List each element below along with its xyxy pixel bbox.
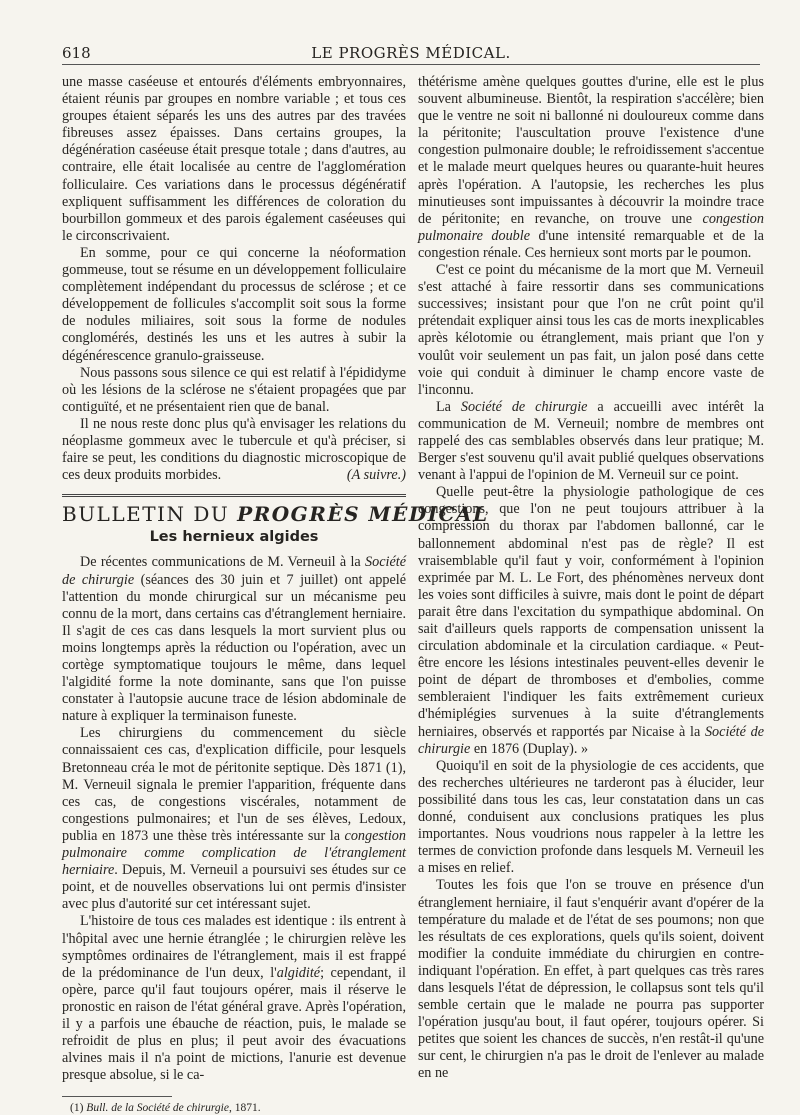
paragraph: La Société de chirurgie a accueilli avec intérêt la communication de M. Verneuil; nombre de membres ont rappelé des cas semblables observés dans leur pratique; M. Berger s'est souvenu qu'il avait publié quelques observations venant à l'appui de l'opinion de M. Verneuil sur ce point. xyxy=(418,398,764,484)
paragraph: Il ne nous reste donc plus qu'à envisager les relations du néoplasme gommeux avec le tubercule et qu'à préciser, si faire se peut, les conditions du diagnostic microscopique de ces deux produits morbides. xyxy=(62,415,406,484)
paragraph: Toutes les fois que l'on se trouve en présence d'un étranglement herniaire, il faut s'enquérir avant d'opérer de la température du malade et de l'état de ses poumons; non que les résultats de ces explorations, quels qu'ils soient, doivent modifier la conduite immédiate du chirurgien en contre-indiquant l'opération. En effet, à part quelques cas très rares dans lesquels l'état de dépression, le collapsus sont tels qu'il semble certain que le malade ne pourra pas supporter l'opération jusqu'au bout, il faut opérer, toujours opérer. Si petites que soient les chances de succès, n'en restât-il qu'une sur cent, le chirurgien n'a pas le droit de l'enlever au malade en ne xyxy=(418,877,764,1082)
section-rule xyxy=(62,494,406,497)
article-title: Les hernieux algides xyxy=(149,529,319,546)
running-title: LE PROGRÈS MÉDICAL. xyxy=(311,44,511,62)
paragraph: thétérisme amène quelques gouttes d'urine, elle est le plus souvent albumineuse. Bientôt, la respiration s'accélère; bien que le ventre ne soit ni ballonné ni douloureux comme dans la péritonite; l'auscultation prouve l'existence d'une congestion pulmonaire double; le refroidissement s'accentue et le malade meurt quelques heures ou quarante-huit heures après l'opération. A l'autopsie, les recherches les plus minutieuses sont impuissantes à découvrir la moindre trace de péritonite; en revanche, on trouve une congestion pulmonaire double d'une intensité remarquable et de la congestion rénale. Ces hernieux sont morts par le poumon. xyxy=(418,74,764,261)
paragraph: L'histoire de tous ces malades est identique : ils entrent à l'hôpital avec une hernie étranglée ; le chirurgien relève les symptômes ordinaires de l'étranglement, mais il est frappé de la prédominance de l'un deux, l'algidité; cependant, il opère, parce qu'il faut toujours opérer, mais il réserve le pronostic en raison de l'état général grave. Après l'opération, il y a parfois une ébauche de réaction, puis, le malade se refroidit de plus en plus; il peut avoir des évacuations alvines mais il n'a point de mictions, l'anurie est devenue presque absolue, si le ca- xyxy=(62,913,406,1084)
paragraph: Les chirurgiens du commencement du siècle connaissaient ces cas, d'explication difficile, pour lesquels Bretonneau créa le mot de péritonite septique. Dès 1871 (1), M. Verneuil signala le premier l'apparition, fréquente dans ces cas, de congestions viscérales, notamment de congestions pulmonaires; et l'un de ses élèves, Ledoux, publia en 1873 une thèse très intéressante sur la congestion pulmonaire comme complication de l'étranglement herniaire. Depuis, M. Verneuil a poursuivi ses études sur ce point, et de nouvelles observations lui ont permis d'insister avec plus d'autorité sur cet intéressant sujet. xyxy=(62,725,406,913)
paragraph: une masse caséeuse et entourés d'éléments embryonnaires, étaient réunis par groupes en nombre variable ; et tous ces groupes étaient séparés les uns des autres par des travées fibreuses assez épaisses. Dans certains groupes, la dégénération caséeuse était presque totale ; dans d'autres, au contraire, elle était localisée au centre de l'agglomération folliculaire. Ces variations dans le processus dégénératif expliquent suffisamment les différences de coloration du bourbillon gommeux et des parois également caséeuses qui le circonscrivaient. xyxy=(62,74,406,244)
paragraph: C'est ce point du mécanisme de la mort que M. Verneuil s'est attaché à faire ressortir dans ses communications successives; insistant pour que l'on ne crût point qu'il prétendait expliquer ainsi tous les cas de morts inexplicables après kélotomie ou étranglement, mais priant que l'on y voulût voir seulement un pas fait, un jalon posé dans cette voie qui conduit à diminuer le champ encore vaste de l'inconnu. xyxy=(418,262,764,398)
to-be-continued: (A suivre.) xyxy=(346,467,406,484)
paragraph: Quoiqu'il en soit de la physiologie de ces accidents, que des recherches ultérieures ne tarderont pas à élucider, leur possibilité dans tous les cas, leur constatation dans un cas donné, conduisent aux conclusions pratiques les plus importantes. Nous voudrions nous rappeler à la lettre les termes de conviction profonde dans lesquels M. Verneuil les a mises en relief. xyxy=(418,757,764,877)
bulletin-heading: BULLETIN DU PROGRÈS MÉDICAL xyxy=(62,502,489,527)
paragraph: Quelle peut-être la physiologie pathologique de ces congestions, que l'on ne peut toujours attribuer à la compression du thorax par l'abdomen ballonné, car le ballonnement abdominal n'est pas de règle? Il est vraisemblable qu'il faut y voir, conformément à l'opinion exprimée par M. L. Le Fort, des phénomènes nerveux dont les voies sont difficiles à suivre, mais dont le point de départ parait être dans l'excitation du sympathique abdominal. On sait d'ailleurs quels rapports de compensation unissent la circulation abdominale et la circulation cardiaque. « Peut-être encore les lésions intestinales peuvent-elles devenir le point de départ de thromboses et d'embolies, comme sembleraient l'indiquer les faits extrêmement curieux d'hémiplégies survenues à la suite d'étranglements herniaires, observés et rapportés par Nicaise à la Société de chirurgie en 1876 (Duplay). » xyxy=(418,484,765,757)
page-header xyxy=(62,42,760,62)
header-rule xyxy=(62,64,760,65)
footnote-rule xyxy=(62,1096,172,1097)
paragraph: En somme, pour ce qui concerne la néoformation gommeuse, tout se résume en un développement folliculaire complètement indépendant du processus de sclérose ; et ce développement de follicules s'accomplit soit sous la forme de nodules miliaires, soit sous la forme de nodules conglomérés, destinés les uns et les autres à subir la dégénérescence granulo-graisseuse. xyxy=(62,244,406,364)
page-number: 618 xyxy=(62,44,91,62)
right-column xyxy=(418,74,764,1083)
footnote: (1) Bull. de la Société de chirurgie, 1871. xyxy=(70,1102,261,1115)
paragraph: Nous passons sous silence ce qui est relatif à l'épididyme où les lésions de la sclérose ne s'étaient propagées que par contiguïté, et ne présentaient rien que de banal. xyxy=(62,364,406,415)
paragraph: De récentes communications de M. Verneuil à la Société de chirurgie (séances des 30 juin et 7 juillet) ont appelé l'attention du monde chirurgical sur un mécanisme peu connu de la mort, dans certains cas d'étranglement herniaire. Il s'agit de ces cas dans lesquels la mort survient plus ou moins longtemps après la réduction ou l'opération, avec un cortège symptomatique toujours le même, dans lequel l'algidité forme la note dominante, sans que l'on puisse constater à l'autopsie aucune trace de lésion abdominale de nature à expliquer la terminaison funeste. xyxy=(62,554,406,725)
left-column xyxy=(62,74,489,1115)
